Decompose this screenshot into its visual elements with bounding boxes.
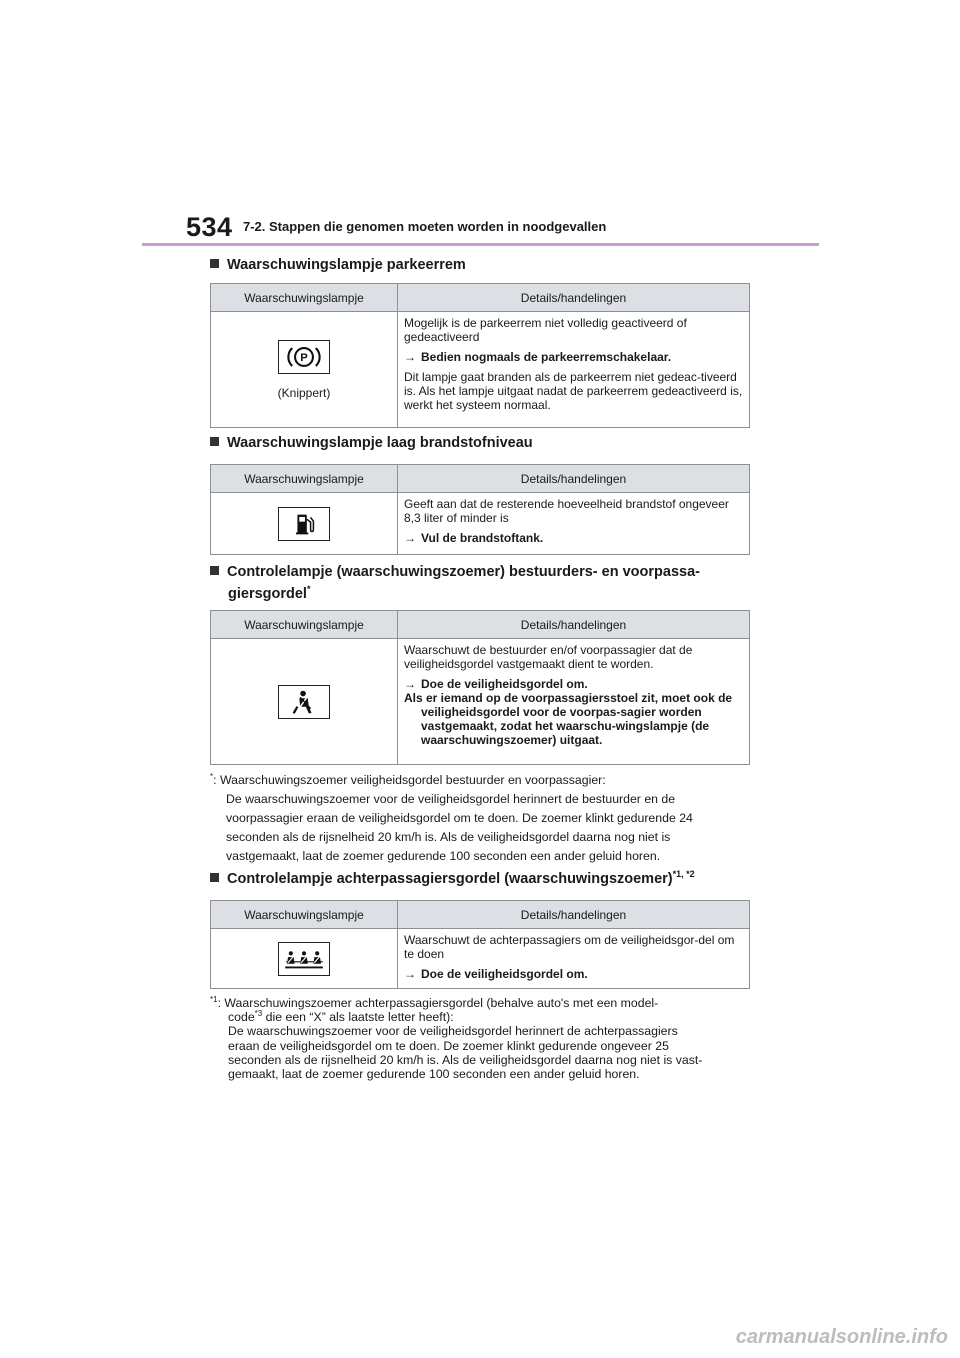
icon-cell	[211, 639, 398, 765]
rear-seatbelt-icon	[278, 942, 330, 976]
action-text: → Doe de veiligheidsgordel om.	[404, 967, 588, 981]
svg-text:P: P	[300, 351, 308, 364]
seatbelt-icon	[278, 685, 330, 719]
column-header-details: Details/handelingen	[398, 284, 750, 312]
square-bullet-icon	[210, 259, 219, 268]
column-header-lamp: Waarschuwingslampje	[211, 465, 398, 493]
parking-brake-icon	[278, 340, 330, 374]
column-header-details: Details/handelingen	[398, 611, 750, 639]
column-header-lamp: Waarschuwingslampje	[211, 611, 398, 639]
table-fuel	[210, 464, 750, 555]
column-header-details: Details/handelingen	[398, 901, 750, 929]
arrow-icon: →	[404, 967, 416, 981]
table-rear-seatbelt	[210, 900, 750, 989]
arrow-icon: →	[404, 350, 416, 364]
detail-text: Geeft aan dat de resterende hoeveelheid brandstof ongeveer 8,3 liter of minder is	[404, 497, 729, 525]
footnote-1: $^{*1}$: Waarschuwingszoemer achterpassagiersgordel (behalve auto's met een model- code$^{*3}$ die een “X” als laatste letter heeft): De waarschuwingszoemer voor de veiligheidsgordel herinnert de achterpassagiers eraan de veiligheidsgordel om te doen. De zoemer klinkt gedurende ongeveer 25 seconden als de rijsnelheid 20 km/h is. Als de veiligheidsgordel daarna nog niet is vast- gemaakt, laat de zoemer gedurende 100 seconden een ander geluid horen.	[210, 994, 703, 1082]
table-parking-brake	[210, 283, 750, 428]
square-bullet-icon	[210, 437, 219, 446]
icon-cell	[211, 493, 398, 555]
column-header-lamp: Waarschuwingslampje	[211, 901, 398, 929]
icon-caption: (Knippert)	[277, 385, 331, 400]
arrow-icon: →	[404, 677, 416, 691]
watermark: carmanualsonline.info	[735, 1326, 948, 1348]
section-title-front-seatbelt: Controlelampje (waarschuwingszoemer) bestuurders- en voorpassa- giersgordel*	[210, 561, 700, 605]
icon-cell	[211, 312, 398, 428]
detail-text: Waarschuwt de achterpassagiers om de veiligheidsgor-del om te doen	[404, 933, 735, 961]
square-bullet-icon	[210, 873, 219, 882]
page-number: 534	[186, 212, 233, 242]
details-cell	[398, 312, 750, 428]
detail-text: Mogelijk is de parkeerrem niet volledig geactiveerd of gedeactiveerd	[404, 316, 687, 344]
column-header-lamp: Waarschuwingslampje	[211, 284, 398, 312]
header-divider	[142, 243, 819, 246]
section-title-rear-seatbelt: Controlelampje achterpassagiersgordel (waarschuwingszoemer)$^{*1, *2}$	[210, 868, 695, 890]
action-text: → Doe de veiligheidsgordel om. Als er iemand op de voorpassagiersstoel zit, moet ook de veiligheidsgordel voor de voorpas-sagier worden vastgemaakt, zodat het waarschu-wingslampje (de waarschuwingszoemer) uitgaat.	[404, 677, 733, 747]
section-title-parking-brake: Waarschuwingslampje parkeerrem	[210, 254, 466, 276]
detail-text: Waarschuwt de bestuurder en/of voorpassagier dat de veiligheidsgordel vastgemaakt dient te worden.	[404, 643, 693, 671]
footnote-star: *: Waarschuwingszoemer veiligheidsgordel bestuurder en voorpassagier: De waarschuwingszoemer voor de veiligheidsgordel herinnert de bestuurder en de voorpassagier eraan de veiligheidsgordel om te doen. De zoemer klinkt gedurende 24 seconden als de rijsnelheid 20 km/h is. Als de veiligheidsgordel daarna nog niet is vastgemaakt, laat de zoemer gedurende 100 seconden een ander geluid horen.	[210, 771, 693, 863]
action-text: → Bedien nogmaals de parkeerremschakelaar.	[404, 350, 672, 364]
detail-text: Dit lampje gaat branden als de parkeerrem niet gedeac-tiveerd is. Als het lampje uitgaat nadat de parkeerrem gedeactiveerd is, werkt het systeem normaal.	[404, 370, 743, 412]
details-cell	[398, 493, 750, 555]
section-title-fuel: Waarschuwingslampje laag brandstofniveau	[210, 432, 533, 454]
table-front-seatbelt	[210, 610, 750, 765]
column-header-details: Details/handelingen	[398, 465, 750, 493]
chapter-title: 7-2. Stappen die genomen moeten worden in noodgevallen	[243, 219, 607, 234]
arrow-icon: →	[404, 531, 416, 545]
details-cell	[398, 929, 750, 989]
icon-cell	[211, 929, 398, 989]
details-cell	[398, 639, 750, 765]
action-text: → Vul de brandstoftank.	[404, 531, 544, 545]
fuel-pump-icon	[278, 507, 330, 541]
square-bullet-icon	[210, 566, 219, 575]
